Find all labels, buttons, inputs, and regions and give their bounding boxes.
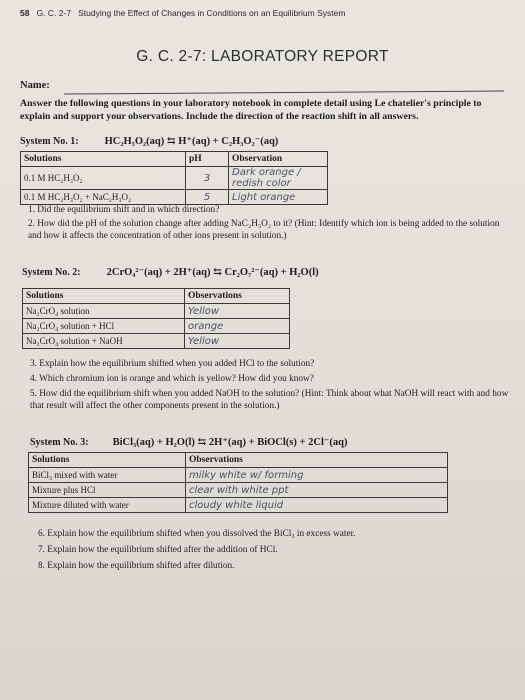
column-header: Solutions: [21, 152, 186, 167]
observation-cell: cloudy white liquid: [186, 498, 448, 513]
question-6: 6. Explain how the equilibrium shifted when you dissolved the BiCl₃ in excess water.: [38, 529, 356, 539]
solution-cell: Na₂CrO₄ solution + HCl: [23, 319, 185, 334]
column-header: Observations: [185, 289, 290, 304]
question-5: 5. How did the equilibrium shift when you added NaOH to the solution? (Hint: Think about what NaOH will react with and how that result will affect the other components present in the solution.): [30, 389, 509, 411]
observation-cell: Yellow: [185, 334, 290, 349]
table-header-row: [29, 453, 448, 468]
question-3: 3. Explain how the equilibrium shifted when you added HCl to the solution?: [30, 359, 315, 369]
table-row: [23, 319, 290, 334]
section-code: G. C. 2-7: [36, 8, 72, 18]
header-text: Studying the Effect of Changes in Conditions on an Equilibrium System: [78, 8, 346, 18]
system1-table: [20, 151, 328, 205]
column-header: Solutions: [23, 289, 185, 304]
table-row: [21, 190, 328, 205]
table-row: [29, 468, 448, 483]
question-1: 1. Did the equilibrium shift and in which direction?: [28, 205, 220, 215]
table-row: [23, 334, 290, 349]
observation-cell: Light orange: [229, 190, 328, 205]
instructions: Answer the following questions in your laboratory notebook in complete detail using Le chatelier's principle to explain and support your observations. Include the direction of the reaction shift in all answers.: [20, 98, 482, 122]
page-header: [20, 8, 345, 18]
observation-cell: milky white w/ forming: [186, 468, 448, 483]
table-row: [29, 483, 448, 498]
observation-cell: orange: [185, 319, 290, 334]
system2-table: [22, 288, 290, 349]
solution-cell: Na₂CrO₄ solution: [23, 304, 185, 319]
solution-cell: 0.1 M HC₂H₃O₂ + NaC₂H₃O₂: [21, 190, 186, 205]
system2-heading: [22, 262, 319, 280]
question-4: 4. Which chromium ion is orange and which is yellow? How did you know?: [30, 374, 314, 384]
system1-heading: [20, 131, 278, 149]
system3-label: System No. 3:: [30, 437, 89, 448]
system3-table: [28, 452, 448, 513]
observation-cell: Yellow: [185, 304, 290, 319]
observation-cell: Dark orange / redish color: [229, 167, 328, 190]
column-header: pH: [186, 152, 229, 167]
page-title: G. C. 2-7: LABORATORY REPORT: [136, 48, 389, 65]
column-header: Observations: [186, 453, 448, 468]
system3-heading: [30, 432, 348, 450]
name-field-line: [64, 90, 504, 94]
page-number: 58: [20, 8, 30, 18]
solution-cell: Mixture diluted with water: [29, 498, 186, 513]
solution-cell: Mixture plus HCl: [29, 483, 186, 498]
question-2: 2. How did the pH of the solution change after adding NaC₂H₃O₂ to it? (Hint: Identify which ion is being added to the solution and how it affects the concentration of other ions present in solution.): [28, 219, 500, 241]
observation-cell: clear with white ppt: [186, 483, 448, 498]
ph-cell: 5: [186, 190, 229, 205]
system1-label: System No. 1:: [20, 136, 79, 147]
question-8: 8. Explain how the equilibrium shifted after dilution.: [38, 561, 235, 571]
system3-equation: BiCl₃(aq) + H₂O(l) ⇆ 2H⁺(aq) + BiOCl(s) + 2Cl⁻(aq): [112, 437, 348, 448]
solution-cell: 0.1 M HC₂H₃O₂: [21, 167, 186, 190]
ph-cell: 3: [186, 167, 229, 190]
table-row: [29, 498, 448, 513]
table-row: [21, 167, 328, 190]
system2-label: System No. 2:: [22, 267, 81, 278]
name-label: Name:: [20, 80, 50, 91]
system1-equation: HC₂H₃O₂(aq) ⇆ H⁺(aq) + C₂H₃O₂⁻(aq): [104, 136, 279, 147]
column-header: Observation: [229, 152, 328, 167]
table-header-row: [23, 289, 290, 304]
question-7: 7. Explain how the equilibrium shifted after the addition of HCl.: [38, 545, 278, 555]
column-header: Solutions: [29, 453, 186, 468]
system2-equation: 2CrO₄²⁻(aq) + 2H⁺(aq) ⇆ Cr₂O₇²⁻(aq) + H₂O(l): [106, 267, 319, 278]
table-header-row: [21, 152, 328, 167]
solution-cell: BiCl₃ mixed with water: [29, 468, 186, 483]
solution-cell: Na₂CrO₄ solution + NaOH: [23, 334, 185, 349]
table-row: [23, 304, 290, 319]
